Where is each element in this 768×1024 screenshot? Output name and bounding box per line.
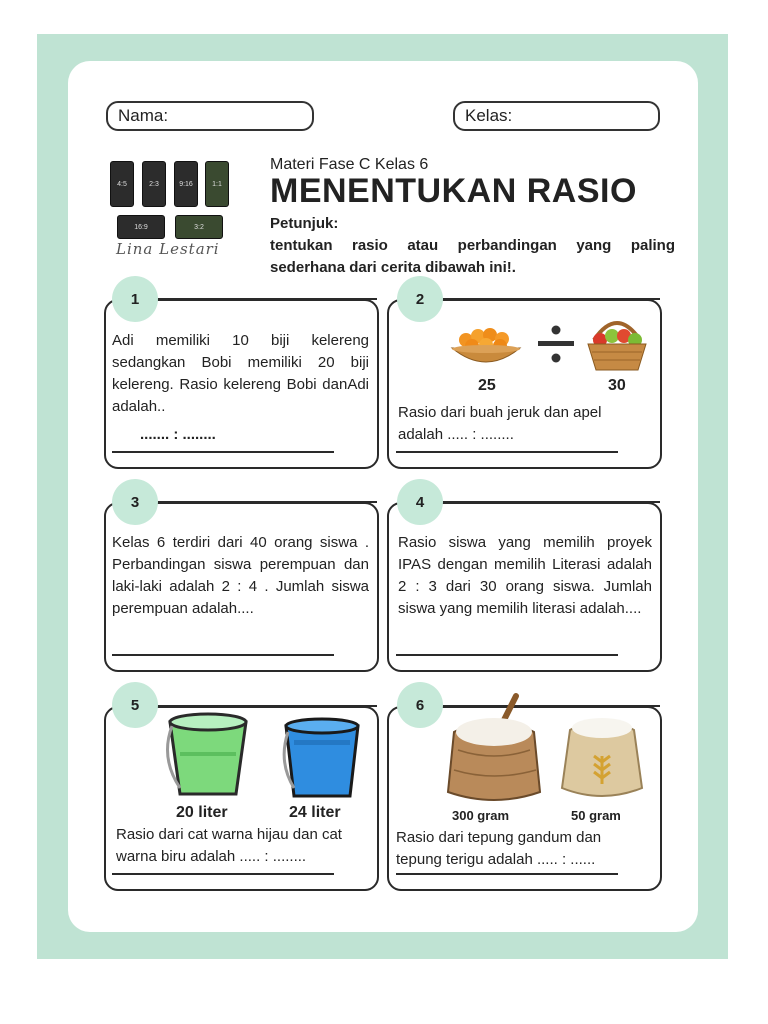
division-icon	[536, 322, 576, 366]
question-text: Kelas 6 terdiri dari 40 orang siswa . Perbandingan siswa perempuan dan laki-laki adalah 2 : 4 . Jumlah siswa perempuan adalah....	[112, 534, 369, 617]
question-text: Rasio dari tepung gandum dan tepung terigu adalah ..... : ......	[396, 829, 602, 868]
card-header-line	[155, 298, 377, 300]
nama-field[interactable]	[106, 101, 314, 131]
flour-weight: 50 gram	[571, 808, 621, 823]
answer-line[interactable]	[112, 654, 334, 656]
kelas-field[interactable]	[453, 101, 660, 131]
instructions-text: tentukan rasio atau perbandingan yang paling sederhana dari cerita dibawah ini!.	[270, 237, 675, 276]
question-text: Rasio dari cat warna hijau dan cat warna biru adalah ..... : ........	[116, 826, 342, 865]
answer-line[interactable]	[396, 654, 618, 656]
subtitle: Materi Fase C Kelas 6	[270, 156, 429, 173]
flour-sack-scoop-icon	[442, 688, 546, 806]
card-header-line	[440, 298, 660, 300]
question-number-badge: 5	[112, 682, 158, 728]
phone-ratio-illustration	[108, 158, 232, 242]
instructions-label: Petunjuk:	[270, 215, 339, 232]
phone-icon: 16:9	[117, 215, 165, 239]
card-header-line	[440, 501, 660, 503]
card-header-line	[155, 705, 377, 707]
question-text: Adi memiliki 10 biji kelereng sedangkan Bobi memiliki 20 biji kelereng. Rasio kelereng Bobi danAdi adalah..	[112, 332, 369, 415]
phone-icon: 2:3	[142, 161, 166, 207]
apple-quantity: 30	[608, 377, 626, 394]
question-number-badge: 6	[397, 682, 443, 728]
page-title: MENENTUKAN RASIO	[270, 172, 637, 210]
answer-line[interactable]	[112, 873, 334, 875]
question-text: Rasio siswa yang memilih proyek IPAS dengan memilih Literasi adalah 2 : 3 dari 30 orang siswa. Jumlah siswa yang memilih literasi adalah....	[398, 534, 652, 617]
green-bucket-icon	[160, 708, 256, 800]
wheat-flour-sack-icon	[556, 708, 648, 804]
question-number-badge: 3	[112, 479, 158, 525]
blue-bucket-icon	[280, 712, 364, 800]
answer-blank: ....... : ........	[140, 426, 216, 443]
orange-quantity: 25	[478, 377, 496, 394]
question-number-badge: 4	[397, 479, 443, 525]
kelas-label: Kelas:	[465, 106, 513, 125]
phone-icon: 1:1	[205, 161, 229, 207]
orange-bowl-icon	[448, 318, 524, 368]
question-number-badge: 1	[112, 276, 158, 322]
author-signature: Lina Lestari	[116, 240, 220, 258]
wheat-flour-weight: 300 gram	[452, 808, 510, 823]
question-text: Rasio dari buah jeruk dan apel adalah ..... : ........	[398, 404, 602, 443]
green-paint-volume: 20 liter	[176, 804, 228, 821]
card-header-line	[155, 501, 377, 503]
blue-paint-volume: 24 liter	[289, 804, 341, 821]
nama-label: Nama:	[118, 106, 169, 125]
phone-icon: 3:2	[175, 215, 223, 239]
answer-line[interactable]	[112, 451, 334, 453]
question-number-badge: 2	[397, 276, 443, 322]
answer-line[interactable]	[396, 873, 618, 875]
phone-icon: 9:16	[174, 161, 198, 207]
answer-line[interactable]	[396, 451, 618, 453]
apple-basket-icon	[584, 310, 650, 374]
phone-icon: 4:5	[110, 161, 134, 207]
